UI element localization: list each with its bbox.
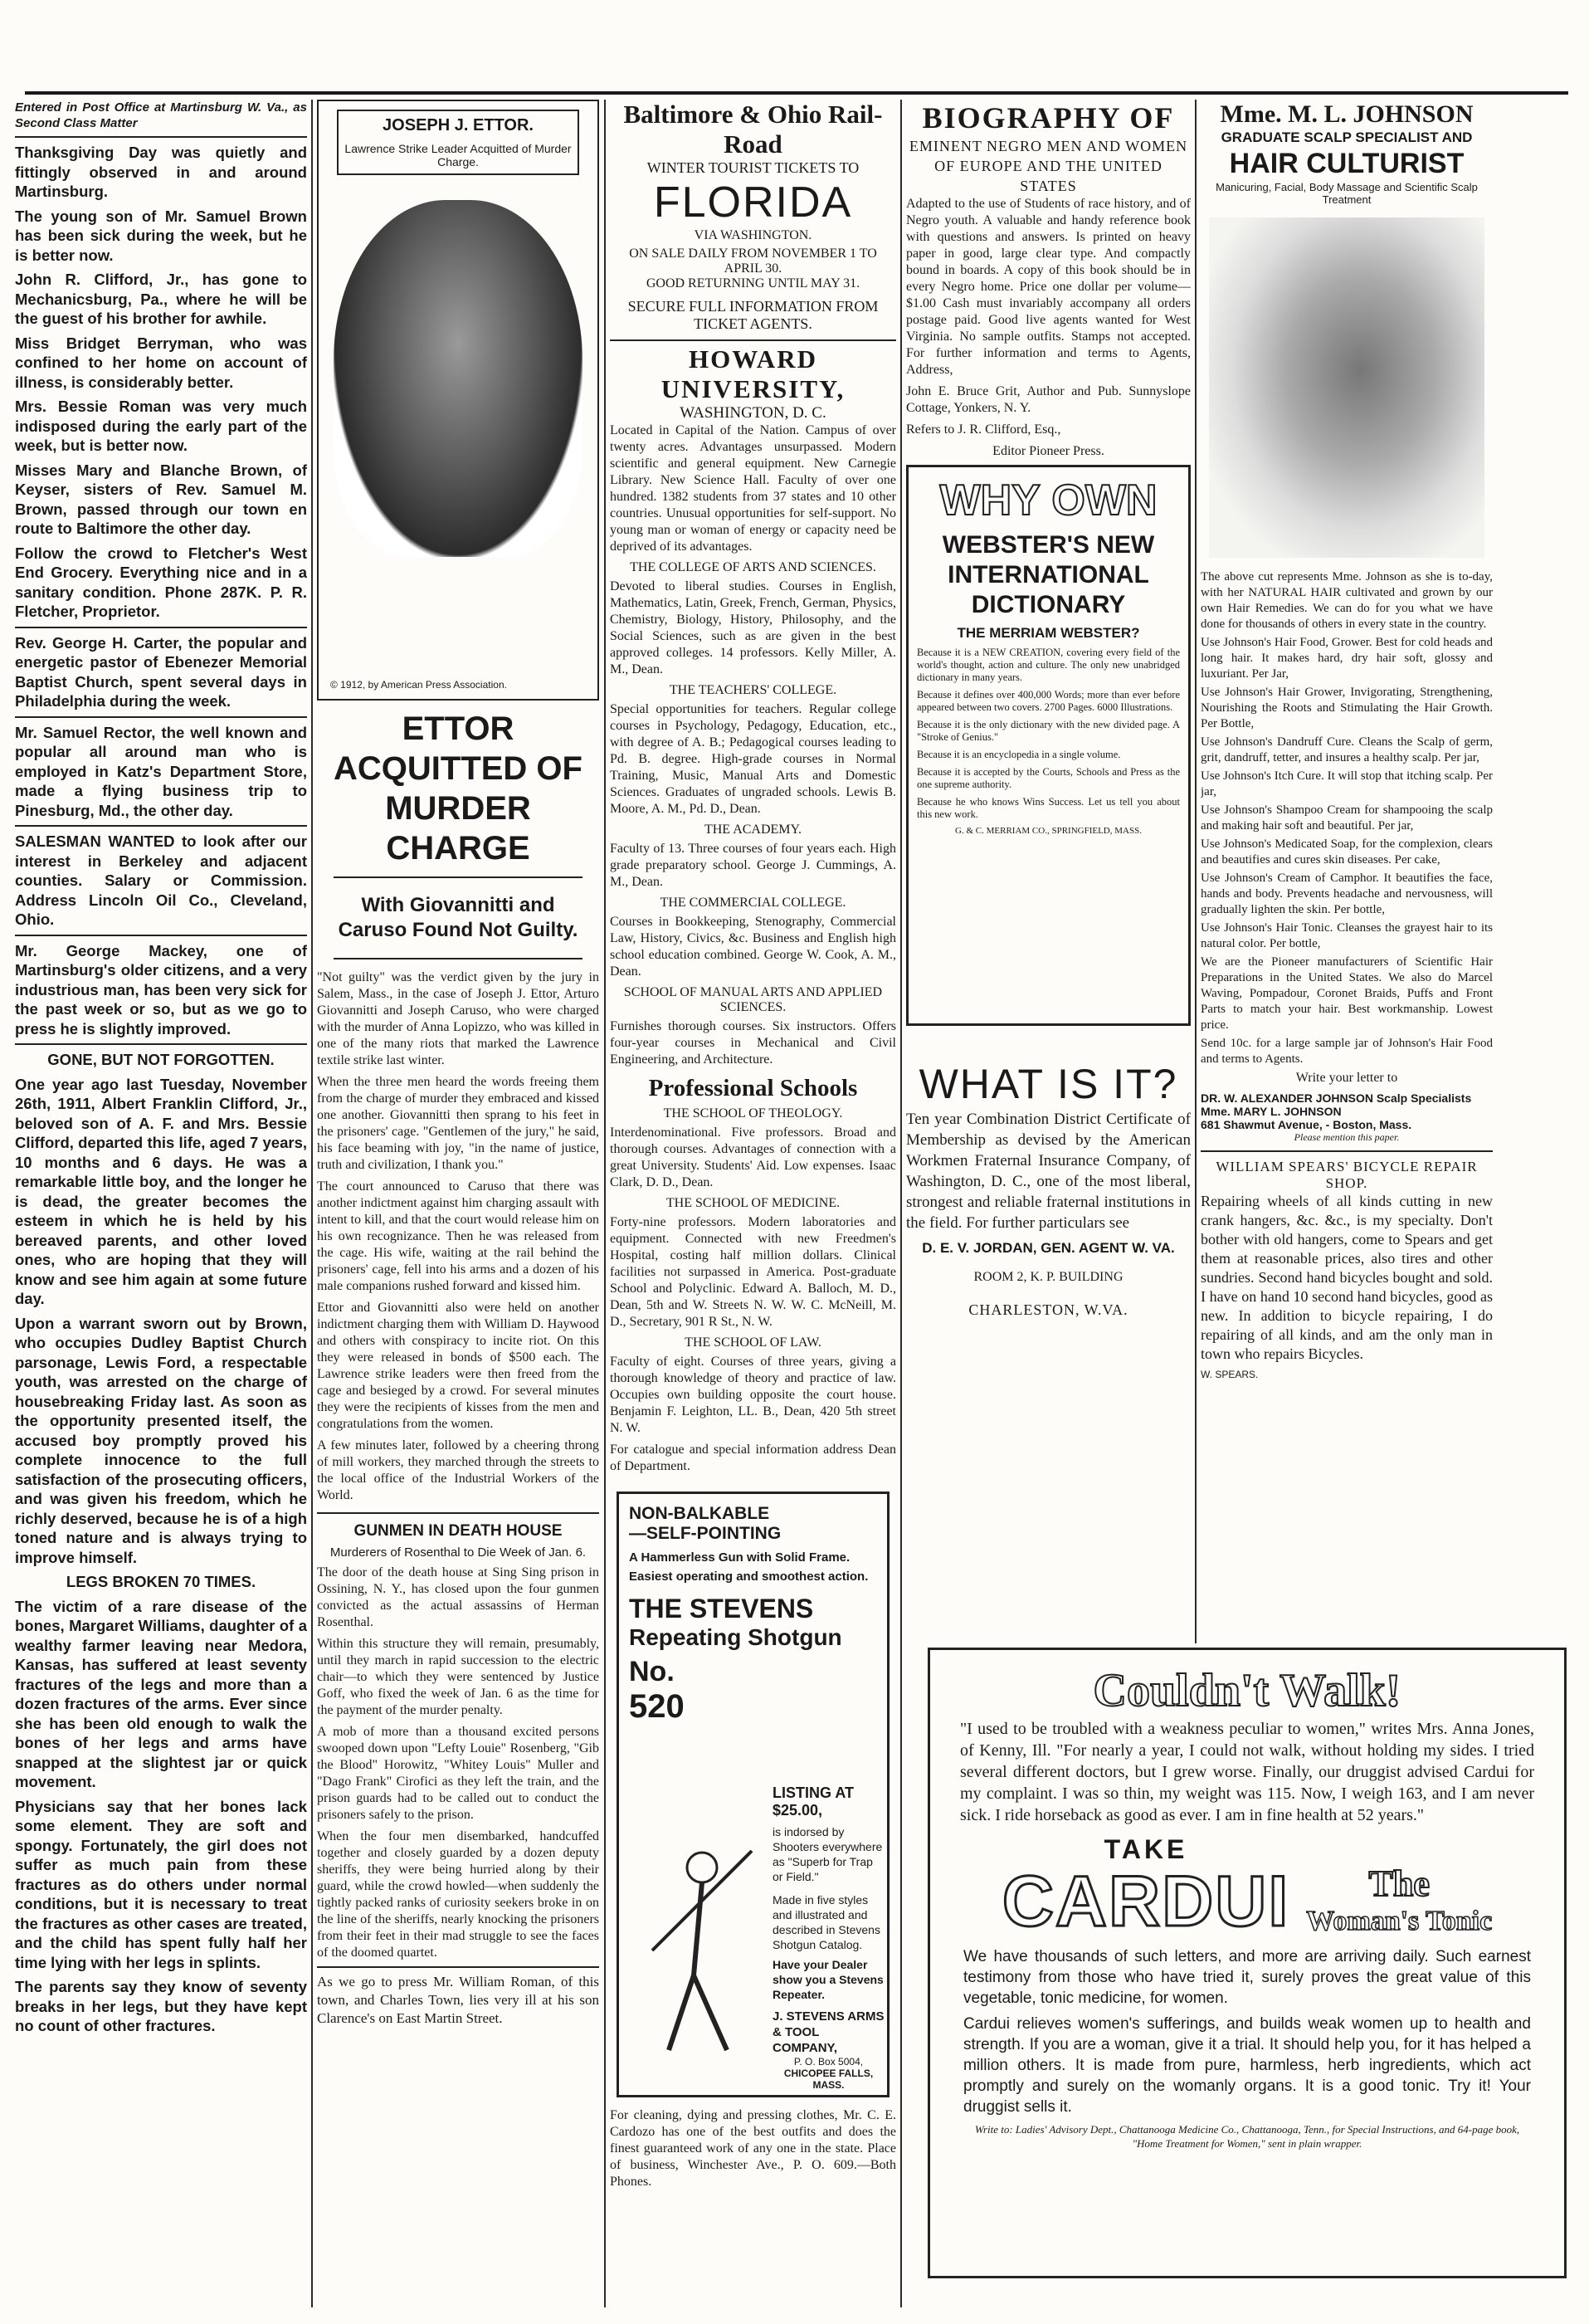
- portrait-name: JOSEPH J. ETTOR.: [383, 116, 534, 134]
- webster-ad: [906, 465, 1191, 1026]
- jordan-agent: D. E. V. JORDAN, GEN. AGENT W. VA.: [922, 1240, 1175, 1256]
- news-item: Physicians say that her bones lack some element. They are soft and spongy. Fortunately, the girl does not suffer as much pain from these fractures as do others under normal conditions, but it is necessary to treat the fractures as other cases are treated, and the child has spent fully half her time lying with her legs in splints.: [15, 1797, 307, 1971]
- column-johnson: [1201, 100, 1493, 1643]
- cardui-headline: Couldn't Walk!: [1093, 1665, 1401, 1716]
- webster-reason: Because it is the only dictionary with the new divided page. A "Stroke of Genius.": [917, 719, 1180, 743]
- cardui-body2: Cardui relieves women's sufferings, and builds weak women up to health and strength. If you are a woman, give it a trial. It should help you, for it has helped a million others. It is made from pure, harmless, herb ingredients, which act promptly and surely on the womanly organs. It is a good tonic. Try it! Your druggist sells it.: [963, 2015, 1531, 2116]
- bio-text: Adapted to the use of Students of race history, and of Negro youth. A valuable and handy reference book with questions and answers. Is printed on heavy paper in good, large clear type. And compactly bound in boards. A copy of this book should be in every Negro home. Price one dollar per volume—$1.00 Cash must invariably accompany all orders postage paid. Good live agents wanted for West Virginia. No sample outfits. Stamps not accepted. For further information and terms to Agents, Address,: [906, 197, 1191, 377]
- hunter-illustration: [636, 1843, 760, 2058]
- stevens-model: 520: [629, 1688, 685, 1725]
- johnson-title: Mme. M. L. JOHNSON: [1220, 100, 1474, 128]
- column-rule: [311, 100, 313, 2307]
- section-text: Forty-nine professors. Modern laboratories and equipment. Connected with new Freedmen's Hospital, costing half million dollars. Clinical facilities not surpassed in America. Post-graduate School and Polyclinic. Edward A. Balloch, M. D., Dean, 5th and W. Streets N. W. W. C. McNeill, M. D., Secretary, 901 R St., N. W.: [610, 1215, 896, 1329]
- section-text: Faculty of 13. Three courses of four years each. High grade preparatory school. George J. Cummings, A. M., Dean.: [610, 842, 896, 889]
- news-item: The young son of Mr. Samuel Brown has been sick during the week, but he is better now.: [15, 207, 307, 264]
- ettor-headline: ETTOR ACQUITTED OF MURDER CHARGE: [334, 710, 582, 867]
- stevens-listing: LISTING AT $25.00,: [773, 1784, 854, 1819]
- ettor-portrait: [334, 200, 582, 557]
- column-bo-howard: [610, 100, 896, 2307]
- item-divider: [15, 935, 307, 936]
- johnson-products: [1201, 569, 1493, 1067]
- mention-paper: Please mention this paper.: [1294, 1131, 1400, 1143]
- product-item: Use Johnson's Medicated Soap, for the complexion, clears and beautifies and cures skin diseases. Per cake,: [1201, 837, 1493, 867]
- gunmen-headline: GUNMEN IN DEATH HOUSE: [353, 1522, 563, 1540]
- via-washington: VIA WASHINGTON.: [694, 228, 812, 242]
- johnson-subtitle: GRADUATE SCALP SPECIALIST AND: [1221, 129, 1473, 145]
- webster-reason: Because it is an encyclopedia in a single volume.: [917, 749, 1121, 760]
- bio-refers: Refers to J. R. Clifford, Esq.,: [906, 422, 1061, 437]
- cardui-footer: Write to: Ladies' Advisory Dept., Chattanooga Medicine Co., Chattanooga, Tenn., for Special Instructions, and 64-page book, "Home Treatment for Women," sent in plain wrapper.: [974, 2123, 1520, 2150]
- ettor-article: [317, 969, 599, 1504]
- cardui-take: TAKE: [1104, 1834, 1188, 1864]
- webster-reasons: [917, 647, 1180, 821]
- stevens-dealer: Have your Dealer show you a Stevens Repeater.: [773, 1958, 884, 2001]
- howard-text: Located in Capital of the Nation. Campus of over twenty acres. Advantages unsurpassed. Modern scientific and general equipment. New Carnegie Library. New Science Hall. Faculty of over one hundred. 1382 students from 37 states and 10 other countries. Unusual opportunities for self-support. No young man or woman of energy or capacity need be deprived of its advantages.: [610, 423, 896, 554]
- news-item: Thanksgiving Day was quietly and fittingly observed in and around Martinsburg.: [15, 144, 307, 200]
- ettor-subhead: With Giovannitti and Caruso Found Not Guilty.: [338, 894, 578, 941]
- stevens-line1: NON-BALKABLE—SELF-POINTING: [629, 1504, 782, 1543]
- section-heading: THE COMMERCIAL COLLEGE.: [660, 896, 846, 910]
- cardui-the: The: [1368, 1863, 1430, 1904]
- section-heading: THE SCHOOL OF LAW.: [685, 1335, 821, 1350]
- cardui-ad: [928, 1648, 1567, 2278]
- section-text: Faculty of eight. Courses of three years, giving a thorough knowledge of theory and practice of law. Occupies own building opposite the court house. Benjamin F. Leighton, LL. B., Dean, 420 5th street N. W.: [610, 1355, 896, 1435]
- product-item: Use Johnson's Hair Grower, Invigorating, Strengthening, Nourishing the Roots and Stimulating the Hair Growth. Per Bottle,: [1201, 686, 1493, 730]
- article-paragraph: A few minutes later, followed by a cheering throng of mill workers, they marched through the streets to the local office of the Industrial Workers of the World.: [317, 1438, 599, 1502]
- what-text: Ten year Combination District Certificate of Membership as devised by the American Workmen Fraternal Insurance Company, of Washington, D. C., one of the most liberal, strongest and reliable fraternal institutions in the field. For further particulars see: [906, 1111, 1191, 1232]
- section-heading: THE SCHOOL OF THEOLOGY.: [663, 1106, 843, 1120]
- news-item: SALESMAN WANTED to look after our interest in Berkeley and adjacent counties. Salary or Commission. Address Lincoln Oil Co., Cleveland, Ohio.: [15, 832, 307, 928]
- product-item: Use Johnson's Cream of Camphor. It beautifies the face, hands and body. Prevents headache and nervousness, will gradually lighten the skin. Per bottle,: [1201, 872, 1493, 916]
- press-note: As we go to press Mr. William Roman, of this town, and Charles Town, lies very ill at his son Clarence's on East Martin Street.: [317, 1974, 599, 2026]
- column-local-news: [15, 100, 307, 2307]
- news-item: The parents say they know of seventy breaks in her legs, but they have kept no count of other fractures.: [15, 1978, 307, 2034]
- cleaning-notice: For cleaning, dying and pressing clothes, Mr. C. E. Cardozo has one of the best outfits and does the finest guaranteed work of any one in the state. Place of business, Winchester Ave., P. O. 609.—Both Phones.: [610, 2108, 896, 2189]
- cardui-testimonial: "I used to be troubled with a weakness peculiar to women," writes Mrs. Anna Jones, of Kenny, Ill. "For nearly a year, I could not walk, without holding my sides. I tried several different doctors, but I grew worse. Finally, our druggist advised Cardui for my complaint. I was so thin, my weight was 115. Now, I weigh 163, and I am never sick. I ride horseback as good as ever. I am in fine health at 52 years.": [960, 1720, 1534, 1824]
- news-item: The victim of a rare disease of the bones, Margaret Williams, daughter of a wealthy farmer leaving near Medora, Kansas, has suffered at least seventy fractures of the legs and more than a dozen fractures of the arms. Ever since she has been old enough to walk the bones of her legs and arms have snapped at the slightest jar or quick movement.: [15, 1597, 307, 1790]
- webster-reason: Because he who knows Wins Success. Let us tell you about this new work.: [917, 796, 1180, 820]
- section-text: Interdenominational. Five professors. Broad and thorough courses. Advantages of connection with a great University. Students' Aid. Low expenses. Isaac Clark, D. D., Dean.: [610, 1125, 896, 1189]
- webster-reason: Because it is a NEW CREATION, covering every field of the world's thought, action and culture. The only new unabridged dictionary in many years.: [917, 647, 1180, 683]
- stevens-maker: J. STEVENS ARMS & TOOL COMPANY,: [773, 2009, 885, 2055]
- mme-johnson: Mme. MARY L. JOHNSON: [1201, 1105, 1342, 1118]
- howard-sections: [610, 560, 896, 1068]
- webster-why: WHY OWN: [939, 476, 1158, 525]
- webster-publisher: G. & C. MERRIAM CO., SPRINGFIELD, MASS.: [955, 826, 1142, 836]
- news-item: Mrs. Bessie Roman was very much indisposed during the early part of the week, but is better now.: [15, 398, 307, 454]
- on-sale: ON SALE DAILY FROM NOVEMBER 1 TO APRIL 30.: [629, 247, 877, 276]
- column-ettor: [317, 100, 599, 2307]
- article-paragraph: When the three men heard the words freeing them from the charge of murder they embraced and kissed one another. Giovannitti then sprang to his feet in the prisoners' cage. "Gentlemen of the jury," he said, his face beaming with joy, "in the name of justice, truth and civilization, I thank you.": [317, 1075, 599, 1172]
- item-headline: LEGS BROKEN 70 TIMES.: [66, 1573, 256, 1590]
- column-rule: [900, 100, 902, 2307]
- bo-subtitle: WINTER TOURIST TICKETS TO: [646, 159, 860, 176]
- stevens-endorse: is indorsed by Shooters everywhere as "Superb for Trap or Field.": [773, 1825, 883, 1883]
- bio-title: BIOGRAPHY OF: [922, 101, 1175, 134]
- cardui-logo: [943, 1834, 1551, 1941]
- news-item: Upon a warrant sworn out by Brown, who occupies Dudley Baptist Church parsonage, Lewis Ford, a respectable youth, was arrested on the charge of housebreaking Friday last. As soon as the opportunity presented itself, the accused boy promptly proved his complete innocence to the full satisfaction of the prosecuting officers, and was given his freedom, which he richly deserved, because he is of a high toned nature and is always trying to improve himself.: [15, 1314, 307, 1566]
- stevens-no: No.: [629, 1656, 675, 1687]
- section-text: Special opportunities for teachers. Regular college courses in Psychology, Pedagogy, Education, etc., with degree of A. B.; Pedagogical courses leading to Pd. B. degree. High-grade courses in Normal Training, Music, Manual Arts and Domestic Sciences. Graduates of ungraded schools. Lewis B. Moore, A. M., Pd. D., Dean.: [610, 702, 896, 816]
- spears-text: Repairing wheels of all kinds cutting in new crank hangers, &c. &c., is my specialty. Don't bother with old hangers, come to Spears and get them at reasonable prices, also tires and other sundries. Second hand bicycles bought and sold. I have on hand 10 second hand bicycles, good as new. In addition to bicycle repairing, I do repairing of all kinds, and am the only man in town who repairs Bicycles.: [1201, 1193, 1493, 1362]
- news-item: Miss Bridget Berryman, who was confined to her home on account of illness, is considerably better.: [15, 334, 307, 391]
- news-item: Mr. Samuel Rector, the well known and popular all around man who is employed in Katz's Department Store, made a flying business trip to Pinesburg, Md., the other day.: [15, 723, 307, 819]
- product-item: Use Johnson's Hair Food, Grower. Best for cold heads and long hair. It makes hard, dry hair soft, glossy and luxuriant. Per Jar,: [1201, 636, 1493, 681]
- product-item: Use Johnson's Shampoo Cream for shampooing the scalp and making hair soft and beautiful. Per jar,: [1201, 803, 1493, 832]
- stevens-brand: THE STEVENS: [629, 1594, 814, 1623]
- section-text: Devoted to liberal studies. Courses in English, Mathematics, Latin, Greek, French, German, Physics, Chemistry, Biology, History, Philosophy, and the Social Sciences, such as are given in the best approved colleges. 14 professors. Kelly Miller, A. M., Dean.: [610, 579, 896, 676]
- news-item: John R. Clifford, Jr., has gone to Mechanicsburg, Pa., where he will be the guest of his brother for awhile.: [15, 271, 307, 327]
- column-rule: [604, 100, 606, 2307]
- article-paragraph: Within this structure they will remain, presumably, until they march in rapid succession to the electric chair—to which they were sentenced by Justice Goff, who fixed the week of Jan. 6 as the time for the payment of the murder penalty.: [317, 1637, 599, 1717]
- room-address: ROOM 2, K. P. BUILDING: [973, 1270, 1124, 1284]
- secure-info: SECURE FULL INFORMATION FROM TICKET AGENTS.: [627, 298, 879, 332]
- item-divider: [15, 716, 307, 718]
- bo-title: Baltimore & Ohio Rail-Road: [623, 100, 883, 159]
- top-rule: [25, 91, 1568, 95]
- item-divider: [15, 825, 307, 827]
- gunmen-article: [317, 1565, 599, 1961]
- cardui-name: CARDUI: [1002, 1862, 1290, 1941]
- johnson-address: 681 Shawmut Avenue, - Boston, Mass.: [1201, 1118, 1412, 1131]
- stevens-line2: A Hammerless Gun with Solid Frame.: [629, 1550, 851, 1565]
- dr-johnson: DR. W. ALEXANDER JOHNSON Scalp Specialists: [1201, 1091, 1472, 1105]
- article-paragraph: The door of the death house at Sing Sing prison in Ossining, N. Y., has closed upon the four gunmen convicted as the actual assassins of Herman Rosenthal.: [317, 1565, 599, 1629]
- what-is-it: WHAT IS IT?: [919, 1061, 1178, 1107]
- item-divider: [15, 627, 307, 628]
- portrait-caption-box: [337, 110, 579, 175]
- product-item: The above cut represents Mme. Johnson as she is to-day, with her NATURAL HAIR cultivated and grown by our own Hair Remedies. We can do for you what we have done for thousands of others in every state in the country.: [1201, 570, 1493, 631]
- product-item: We are the Pioneer manufacturers of Scientific Hair Preparations in the United States. We also do Marcel Waving, Pompadour, Coronet Braids, Puffs and Front Parts to match your hair. Best workmanship. Lowest price.: [1201, 955, 1493, 1032]
- howard-title: HOWARD UNIVERSITY,: [660, 344, 846, 403]
- spears-headline: WILLIAM SPEARS' BICYCLE REPAIR SHOP.: [1216, 1159, 1478, 1191]
- johnson-portrait: [1209, 217, 1484, 558]
- professional-schools: Professional Schools: [648, 1075, 858, 1101]
- cardui-tonic: Woman's Tonic: [1306, 1906, 1493, 1936]
- stevens-city: CHICOPEE FALLS, MASS.: [783, 2068, 874, 2091]
- bio-subtitle: EMINENT NEGRO MEN AND WOMEN OF EUROPE AND THE UNITED STATES: [909, 138, 1188, 194]
- local-items: [15, 143, 307, 2036]
- column-rule: [1195, 100, 1197, 1643]
- webster-merriam: THE MERRIAM WEBSTER?: [957, 625, 1140, 641]
- section-heading: THE COLLEGE OF ARTS AND SCIENCES.: [630, 560, 876, 574]
- bio-address: John E. Bruce Grit, Author and Pub. Sunnyslope Cottage, Yonkers, N. Y.: [906, 384, 1191, 415]
- item-divider: [15, 1043, 307, 1045]
- section-heading: THE ACADEMY.: [704, 823, 802, 837]
- stevens-line3: Easiest operating and smoothest action.: [629, 1570, 869, 1584]
- product-item: Send 10c. for a large sample jar of Johnson's Hair Food and terms to Agents.: [1201, 1037, 1493, 1066]
- bio-editor: Editor Pioneer Press.: [992, 444, 1104, 458]
- product-item: Use Johnson's Hair Tonic. Cleanses the grayest hair to its natural color. Per bottle,: [1201, 921, 1493, 950]
- florida-heading: FLORIDA: [653, 178, 853, 227]
- news-item: Follow the crowd to Fletcher's West End Grocery. Everything nice and in a sanitary condition. Phone 287K. P. R. Fletcher, Proprietor.: [15, 544, 307, 620]
- stevens-details: [773, 1784, 885, 2091]
- item-headline: GONE, BUT NOT FORGOTTEN.: [47, 1051, 275, 1068]
- returning: GOOD RETURNING UNTIL MAY 31.: [646, 276, 860, 290]
- news-item: Mr. George Mackey, one of Martinsburg's older citizens, and a very industrious man, has been very sick for the past week or so, but as we go to press he is slightly improved.: [15, 941, 307, 1038]
- webster-reason: Because it is accepted by the Courts, Schools and Press as the one supreme authority.: [917, 766, 1180, 790]
- news-item: Rev. George H. Carter, the popular and energetic pastor of Ebenezer Memorial Baptist Church, spent several days in Philadelphia during the week.: [15, 633, 307, 710]
- portrait-credit: © 1912, by American Press Association.: [330, 679, 507, 691]
- section-heading: SCHOOL OF MANUAL ARTS AND APPLIED SCIENCES.: [623, 985, 883, 1014]
- column-biography: [906, 100, 1191, 1643]
- masthead-note: Entered in Post Office at Martinsburg W. Va., as Second Class Matter: [15, 100, 307, 130]
- howard-location: WASHINGTON, D. C.: [680, 404, 826, 422]
- stevens-box: P. O. Box 5004,: [793, 2056, 864, 2068]
- ettor-portrait-box: [317, 100, 599, 701]
- section-heading: THE SCHOOL OF MEDICINE.: [665, 1196, 841, 1210]
- article-paragraph: A mob of more than a thousand excited persons swooped down upon "Lefty Louie" Rosenberg, "Gib the Blood" Horowitz, "Whitey Louis" Muller and "Dago Frank" Cirofici as they left the train, and the prison guards had to be called out to conduct the prisoners safely to the prison.: [317, 1725, 599, 1822]
- spears-signature: W. SPEARS.: [1201, 1369, 1259, 1380]
- charleston: CHARLESTON, W.VA.: [968, 1301, 1128, 1318]
- article-paragraph: "Not guilty" was the verdict given by the jury in Salem, Mass., in the case of Joseph J. Ettor, Arturo Giovannitti and Joseph Caruso, who were charged with the murder of Anna Lopizzo, who was killed in one of the many riots that marked the Lawrence textile strike last winter.: [317, 970, 599, 1067]
- section-text: Courses in Bookkeeping, Stenography, Commercial Law, History, Civics, &c. Business and English high school education combined. George W. Cook, A. M., Dean.: [610, 915, 896, 979]
- gunmen-subhead: Murderers of Rosenthal to Die Week of Jan. 6.: [329, 1545, 587, 1560]
- news-item: One year ago last Tuesday, November 26th, 1911, Albert Franklin Clifford, Jr., beloved son of A. F. and Mrs. Bessie Clifford, departed this life, aged 7 years, 10 months and 6 days. He was a remarkable little boy, and the longer he is dead, the greater becomes the esteem in which he is held by his bereaved parents, and other loved ones, who are hoping that they will know and see him again at some future day.: [15, 1075, 307, 1307]
- product-item: Use Johnson's Itch Cure. It will stop that itching scalp. Per jar,: [1201, 769, 1493, 798]
- article-paragraph: When the four men disembarked, handcuffed together and closely guarded by a dozen deputy sheriffs, they were being hurried along by their guard, while the crowd howled—when suddenly the tightly packed ranks of curiosity seekers broke in on the line of the sheriffs, nearly knocking the prisoners from their feet in their mad struggle to see the faces of the doomed quartet.: [317, 1829, 599, 1960]
- johnson-services: Manicuring, Facial, Body Massage and Scientific Scalp Treatment: [1216, 181, 1478, 206]
- write-to: Write your letter to: [1295, 1071, 1398, 1085]
- cardui-body: We have thousands of such letters, and more are arriving daily. Such earnest testimony from those who have tried it, surely proves the great value of this vegetable, tonic medicine, for women.: [963, 1948, 1531, 2007]
- stevens-product: Repeating Shotgun: [629, 1624, 842, 1650]
- article-paragraph: Ettor and Giovannitti also were held on another indictment charging them with William D. Haywood and others with conspiracy to incite riot. On this they were released in bonds of $500 each. The Lawrence strike leaders were then freed from the cage and besieged by a crowd. For several minutes they were the recipients of kisses from the men and congratulations from the women.: [317, 1301, 599, 1431]
- stevens-styles: Made in five styles and illustrated and described in Stevens Shotgun Catalog.: [773, 1893, 880, 1951]
- catalogue-note: For catalogue and special information address Dean of Department.: [610, 1443, 896, 1473]
- article-paragraph: The court announced to Caruso that there was another indictment against him charging assault with intent to kill, and that the court would release him on his own recognizance. Then he was released from the cage. His wife, waiting at the rail behind the prisoners' cage, fell into his arms and a dozen of his male companions rushed forward and kissed him.: [317, 1179, 599, 1293]
- webster-reason: Because it defines over 400,000 Words; more than ever before appeared between two covers. 2700 Pages. 6000 Illustrations.: [917, 689, 1180, 713]
- section-heading: THE TEACHERS' COLLEGE.: [669, 683, 837, 697]
- professional-sections: [610, 1106, 896, 1437]
- webster-title: WEBSTER'S NEW INTERNATIONAL DICTIONARY: [942, 531, 1155, 618]
- section-text: Furnishes thorough courses. Six instructors. Offers four-year courses in Mechanical and Civil Engineering, and Architecture.: [610, 1019, 896, 1067]
- news-item: Misses Mary and Blanche Brown, of Keyser, sisters of Rev. Samuel M. Brown, passed through our town en route to Baltimore the other day.: [15, 461, 307, 537]
- stevens-ad: [617, 1492, 890, 2097]
- product-item: Use Johnson's Dandruff Cure. Cleans the Scalp of germ, grit, dandruff, tetter, and insures a healthy scalp. Per jar,: [1201, 735, 1493, 764]
- hair-culturist: HAIR CULTURIST: [1229, 148, 1465, 179]
- portrait-caption: Lawrence Strike Leader Acquitted of Murder Charge.: [344, 142, 572, 168]
